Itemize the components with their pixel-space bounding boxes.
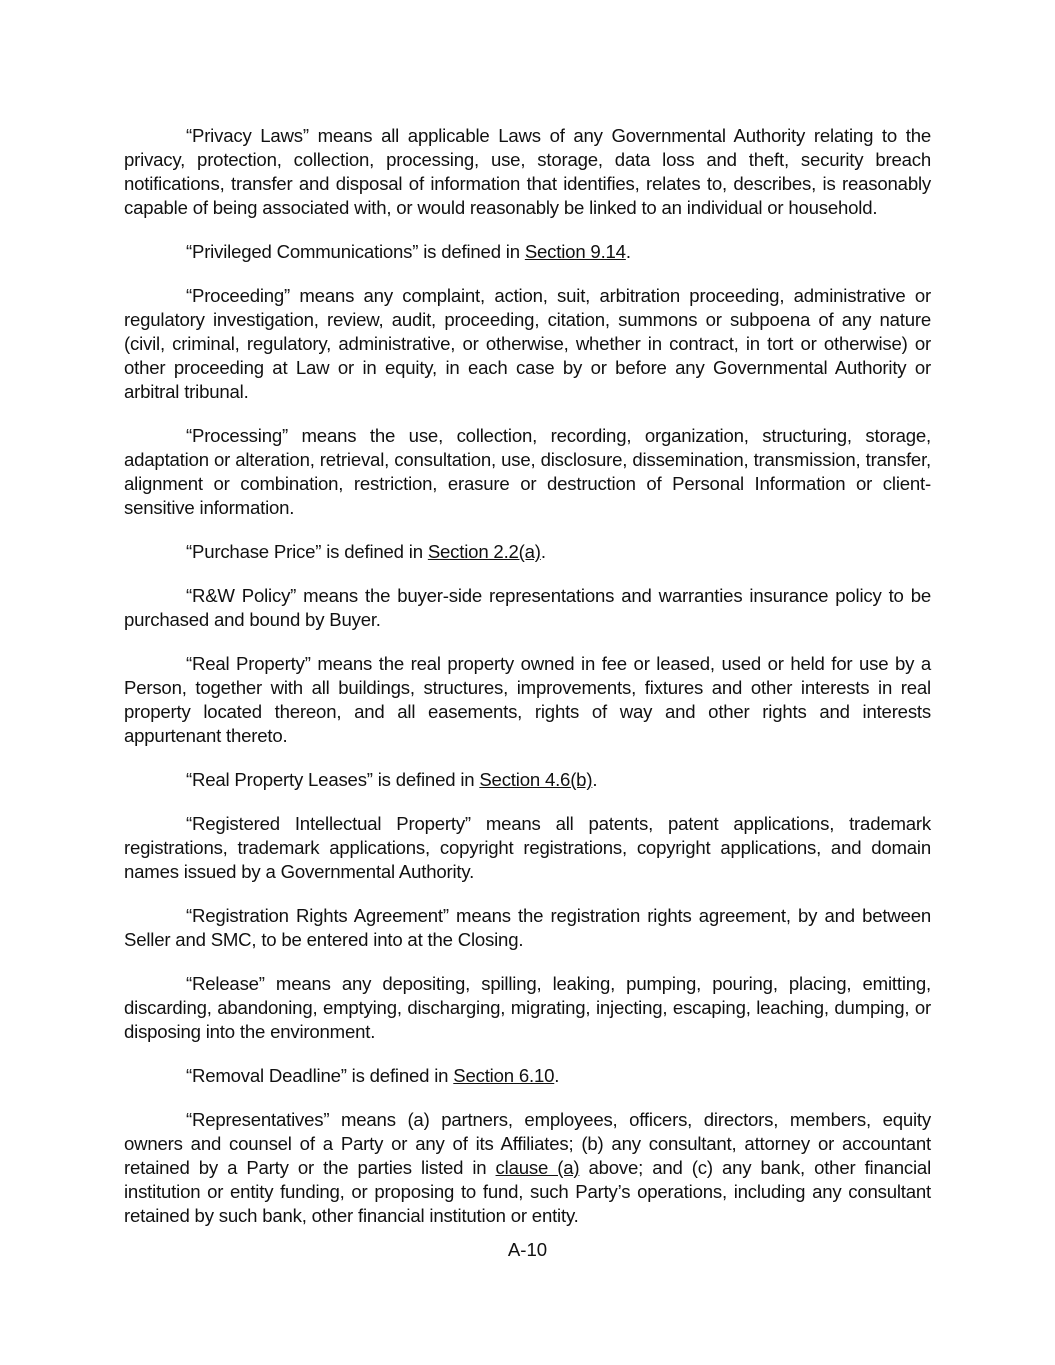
definition-text: “Real Property Leases” is defined in — [186, 769, 480, 790]
definition-text-end: . — [592, 769, 598, 790]
definition-text-end: above; and (c) any bank, other financial institution or entity funding, or proposing to fund, such Party’s operations, including any consultant retained by such bank, other financial institution or entity. — [124, 1157, 931, 1226]
definition-rw-policy — [124, 584, 931, 632]
definition-text-end: . — [540, 541, 546, 562]
definition-text: “Processing” means the use, collection, recording, organization, structuring, storage, adaptation or alteration, retrieval, consultation, use, disclosure, dissemination, transmission, transfer, alignment or combination, restriction, erasure or destruction of Personal Information or client-sensitive information. — [124, 425, 931, 518]
definition-text: “Representatives” means (a) partners, employees, officers, directors, members, equity owners and counsel of a Party or any of its Affiliates; (b) any consultant, attorney or accountant retained by a Party or the parties listed in — [124, 1109, 931, 1178]
definition-real-property-leases — [124, 768, 931, 792]
definition-text-end: . — [625, 241, 631, 262]
definition-representatives — [124, 1108, 931, 1228]
definition-processing — [124, 424, 931, 520]
section-reference-link[interactable]: Section 2.2(a) — [427, 541, 541, 562]
page-number: A-10 — [507, 1239, 548, 1260]
definition-text: “Privacy Laws” means all applicable Laws of any Governmental Authority relating to the privacy, protection, collection, processing, use, storage, data loss and theft, security breach notifications, transfer and disposal of information that identifies, relates to, describes, is reasonably capable of being associated with, or would reasonably be linked to an individual or household. — [124, 125, 931, 218]
definition-text: “Privileged Communications” is defined in — [186, 241, 525, 262]
definition-purchase-price — [124, 540, 931, 564]
definition-release — [124, 972, 931, 1044]
definition-removal-deadline — [124, 1064, 931, 1088]
definition-text-end: . — [554, 1065, 560, 1086]
definition-text: “Registration Rights Agreement” means the registration rights agreement, by and between Seller and SMC, to be entered into at the Closing. — [124, 905, 931, 950]
definition-text: “Purchase Price” is defined in — [186, 541, 428, 562]
definition-text: “Registered Intellectual Property” means all patents, patent applications, trademark registrations, trademark applications, copyright registrations, copyright applications, and domain names issued by a Governmental Authority. — [124, 813, 931, 882]
definition-registration-rights-agreement — [124, 904, 931, 952]
definition-proceeding — [124, 284, 931, 404]
section-reference-link[interactable]: Section 6.10 — [453, 1065, 555, 1086]
definition-text: “Removal Deadline” is defined in — [186, 1065, 454, 1086]
definition-real-property — [124, 652, 931, 748]
clause-reference-link[interactable]: clause (a) — [495, 1157, 580, 1178]
document-page — [124, 124, 931, 1248]
definition-registered-intellectual-property — [124, 812, 931, 884]
definition-text: “R&W Policy” means the buyer-side representations and warranties insurance policy to be purchased and bound by Buyer. — [124, 585, 931, 630]
definition-privacy-laws — [124, 124, 931, 220]
section-reference-link[interactable]: Section 9.14 — [524, 241, 626, 262]
definition-text: “Release” means any depositing, spilling, leaking, pumping, pouring, placing, emitting, discarding, abandoning, emptying, discharging, migrating, injecting, escaping, leaching, dumping, or disposing into the environment. — [124, 973, 931, 1042]
definition-text: “Real Property” means the real property owned in fee or leased, used or held for use by a Person, together with all buildings, structures, improvements, fixtures and other interests in real property located thereon, and all easements, rights of way and other rights and interests appurtenant thereto. — [124, 653, 931, 746]
section-reference-link[interactable]: Section 4.6(b) — [479, 769, 593, 790]
definition-privileged-communications — [124, 240, 931, 264]
definition-text: “Proceeding” means any complaint, action, suit, arbitration proceeding, administrative or regulatory investigation, review, audit, proceeding, citation, summons or subpoena of any nature (civil, criminal, regulatory, administrative, or otherwise, whether in contract, in tort or otherwise) or other proceeding at Law or in equity, in each case by or before any Governmental Authority or arbitral tribunal. — [124, 285, 931, 402]
